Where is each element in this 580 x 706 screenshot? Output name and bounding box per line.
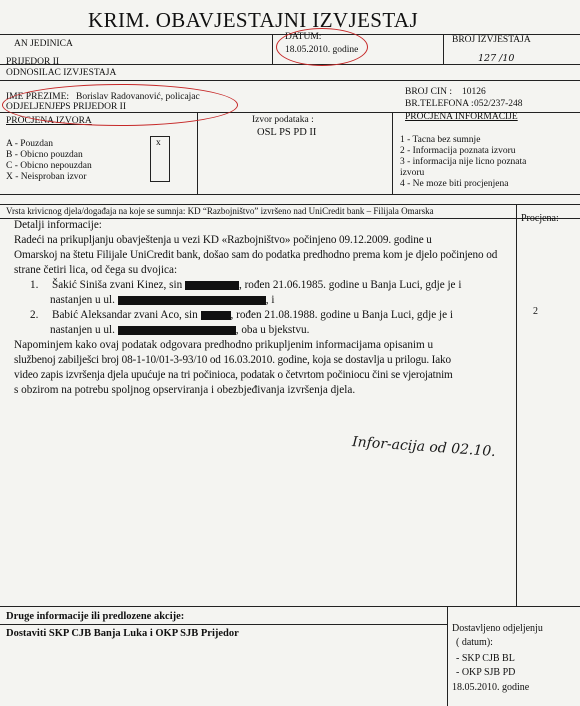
phone-label: BR.TELEFONA :	[405, 99, 474, 109]
person-2-address-end: , oba u bjekstvu.	[235, 324, 310, 336]
report-number-label: BROJ IZVJESTAJA	[452, 35, 531, 45]
source-col-divider-1	[197, 112, 198, 194]
person-2-name: Babić Aleksandar zvani Aco, sin	[51, 309, 198, 321]
person-1-name: Šakić Siniša zvani Kinez, sin	[51, 279, 183, 291]
closing-line: Napominjem kako ovaj podatak odgovara predhodno prikupljenim informacijama opisanim u	[14, 339, 434, 351]
source-col-divider-2	[392, 112, 393, 194]
delivered-label-1: Dostavljeno odjeljenju	[452, 623, 543, 634]
unit-value: PRIJEDOR II	[6, 57, 60, 67]
redaction	[185, 281, 239, 290]
cin-label: BROJ CIN :	[405, 87, 452, 97]
person-1-line-1	[14, 278, 510, 293]
dept-label: ODJELJENJE	[6, 102, 61, 112]
redaction	[118, 296, 266, 305]
details-line: Radeći na prikupljanju obavještenja u vezi KD «Razbojništvo» počinjeno 09.12.2009. godine u	[14, 234, 432, 246]
sender-circle-annotation	[2, 84, 238, 126]
name-value: Borislav Radovanović, policajac	[76, 92, 200, 102]
sender-section-label: ODNOSILAC IZVJESTAJA	[6, 68, 117, 78]
header-col-divider-2	[443, 34, 444, 64]
crime-type-value: KD “Razbojništvo” izvršeno nad UniCredit bank – Filijala Omarska	[187, 206, 434, 216]
person-1-line-2	[14, 293, 510, 308]
person-2-details: , rođen 21.08.1988. godine u Banja Luci, gdje je i	[230, 309, 453, 321]
details-body	[14, 233, 510, 398]
person-2-number: 2.	[30, 309, 39, 321]
footer-divider	[0, 606, 580, 607]
person-1-number: 1.	[30, 279, 39, 291]
details-right-divider	[516, 204, 517, 606]
details-label: Detalji informacije:	[14, 219, 102, 231]
info-rating-item: 4 - Ne moze biti procjenjena	[400, 179, 509, 189]
info-rating-item: 3 - informacija nije licno poznata	[400, 157, 527, 167]
person-2-line-2	[14, 323, 510, 338]
person-1-address-label: nastanjen u ul.	[50, 294, 115, 306]
delivered-item: - OKP SJB PD	[456, 667, 516, 678]
delivered-item: 18.05.2010. godine	[452, 682, 530, 693]
details-line: strane četiri lica, od čega su dvojica:	[14, 264, 178, 276]
action-text: Dostaviti SKP CJB Banja Luka i OKP SJB Prijedor	[6, 628, 239, 639]
assessment-label: Procjena:	[521, 213, 559, 224]
person-2-address-label: nastanjen u ul.	[50, 324, 115, 336]
info-rating-item: izvoru	[400, 168, 425, 178]
rating-x-label: X - Neisproban izvor	[6, 172, 87, 182]
info-rating-item: 1 - Tacna bez sumnje	[400, 135, 481, 145]
rating-b-label: B - Obicno pouzdan	[6, 150, 83, 160]
phone-value: 052/237-248	[474, 99, 523, 109]
person-1-details: , rođen 21.06.1985. godine u Banja Luci, gdje je i	[238, 279, 462, 291]
crime-top-divider	[0, 204, 580, 205]
other-info-label: Druge informacije ili predlozene akcije:	[6, 611, 185, 622]
rating-c-label: C - Obicno nepouzdan	[6, 161, 92, 171]
rating-a-label: A - Pouzdan	[6, 139, 53, 149]
assessment-value: 2	[533, 306, 538, 317]
closing-line: službenoj zabilješci broj 08-1-10/01-3-93/10 od 16.03.2010. godine, koja se dostavlja u prilogu. Iako	[14, 354, 451, 366]
data-source-value: OSL PS PD II	[257, 127, 317, 138]
header-divider-3	[0, 80, 580, 81]
header-divider-2	[0, 64, 580, 65]
redaction	[118, 326, 236, 335]
closing-line: video zapis izvršenja djela upućuje na tri počinioca, podatak o četvrtom počiniocu čini se vjerojatnim	[14, 369, 453, 381]
closing-line: s obzirom na potrebu spoljnog opserviranja i obezbjeđivanja izvršenja djela.	[14, 384, 356, 396]
data-source-label: Izvor podataka :	[252, 115, 314, 125]
footer-col-divider	[447, 606, 448, 706]
info-rating-title: PROCJENA INFORMACIJE	[405, 112, 518, 122]
rating-a-mark: x	[156, 138, 161, 148]
handwritten-note: Infor-acija od 02.10.	[351, 434, 497, 460]
crime-type-label: Vrsta krivicnog djela/događaja na koje se sumnja:	[6, 206, 186, 216]
person-1-address-end: , i	[265, 294, 275, 306]
report-title: KRIM. OBAVJESTAJNI IZVJESTAJ	[88, 8, 419, 32]
source-divider-bottom	[0, 194, 580, 195]
details-line: Omarskoj na štetu Filijale UniCredit bank, došao sam do podatka predhodno prema kom je djelo počinjeno od	[14, 249, 498, 261]
person-2-line-1	[14, 308, 510, 323]
crime-type-line	[6, 207, 434, 216]
date-circle-annotation	[276, 28, 368, 66]
delivered-label-2: ( datum):	[456, 637, 493, 648]
redaction	[201, 311, 231, 320]
info-rating-item: 2 - Informacija poznata izvoru	[400, 146, 516, 156]
source-rating-title: PROCJENA IZVORA	[6, 116, 92, 126]
cin-value: 10126	[462, 87, 486, 97]
delivered-item: - SKP CJB BL	[456, 653, 515, 664]
name-label: IME PREZIME:	[6, 92, 70, 102]
dept-value: PS PRIJEDOR II	[60, 102, 126, 112]
footer-subdivider	[0, 624, 447, 625]
report-number-value: 127 /10	[478, 53, 515, 64]
date-label: DATUM:	[285, 32, 322, 42]
header-col-divider-1	[272, 34, 273, 64]
unit-label: AN JEDINICA	[14, 39, 73, 49]
date-value: 18.05.2010. godine	[285, 45, 359, 55]
